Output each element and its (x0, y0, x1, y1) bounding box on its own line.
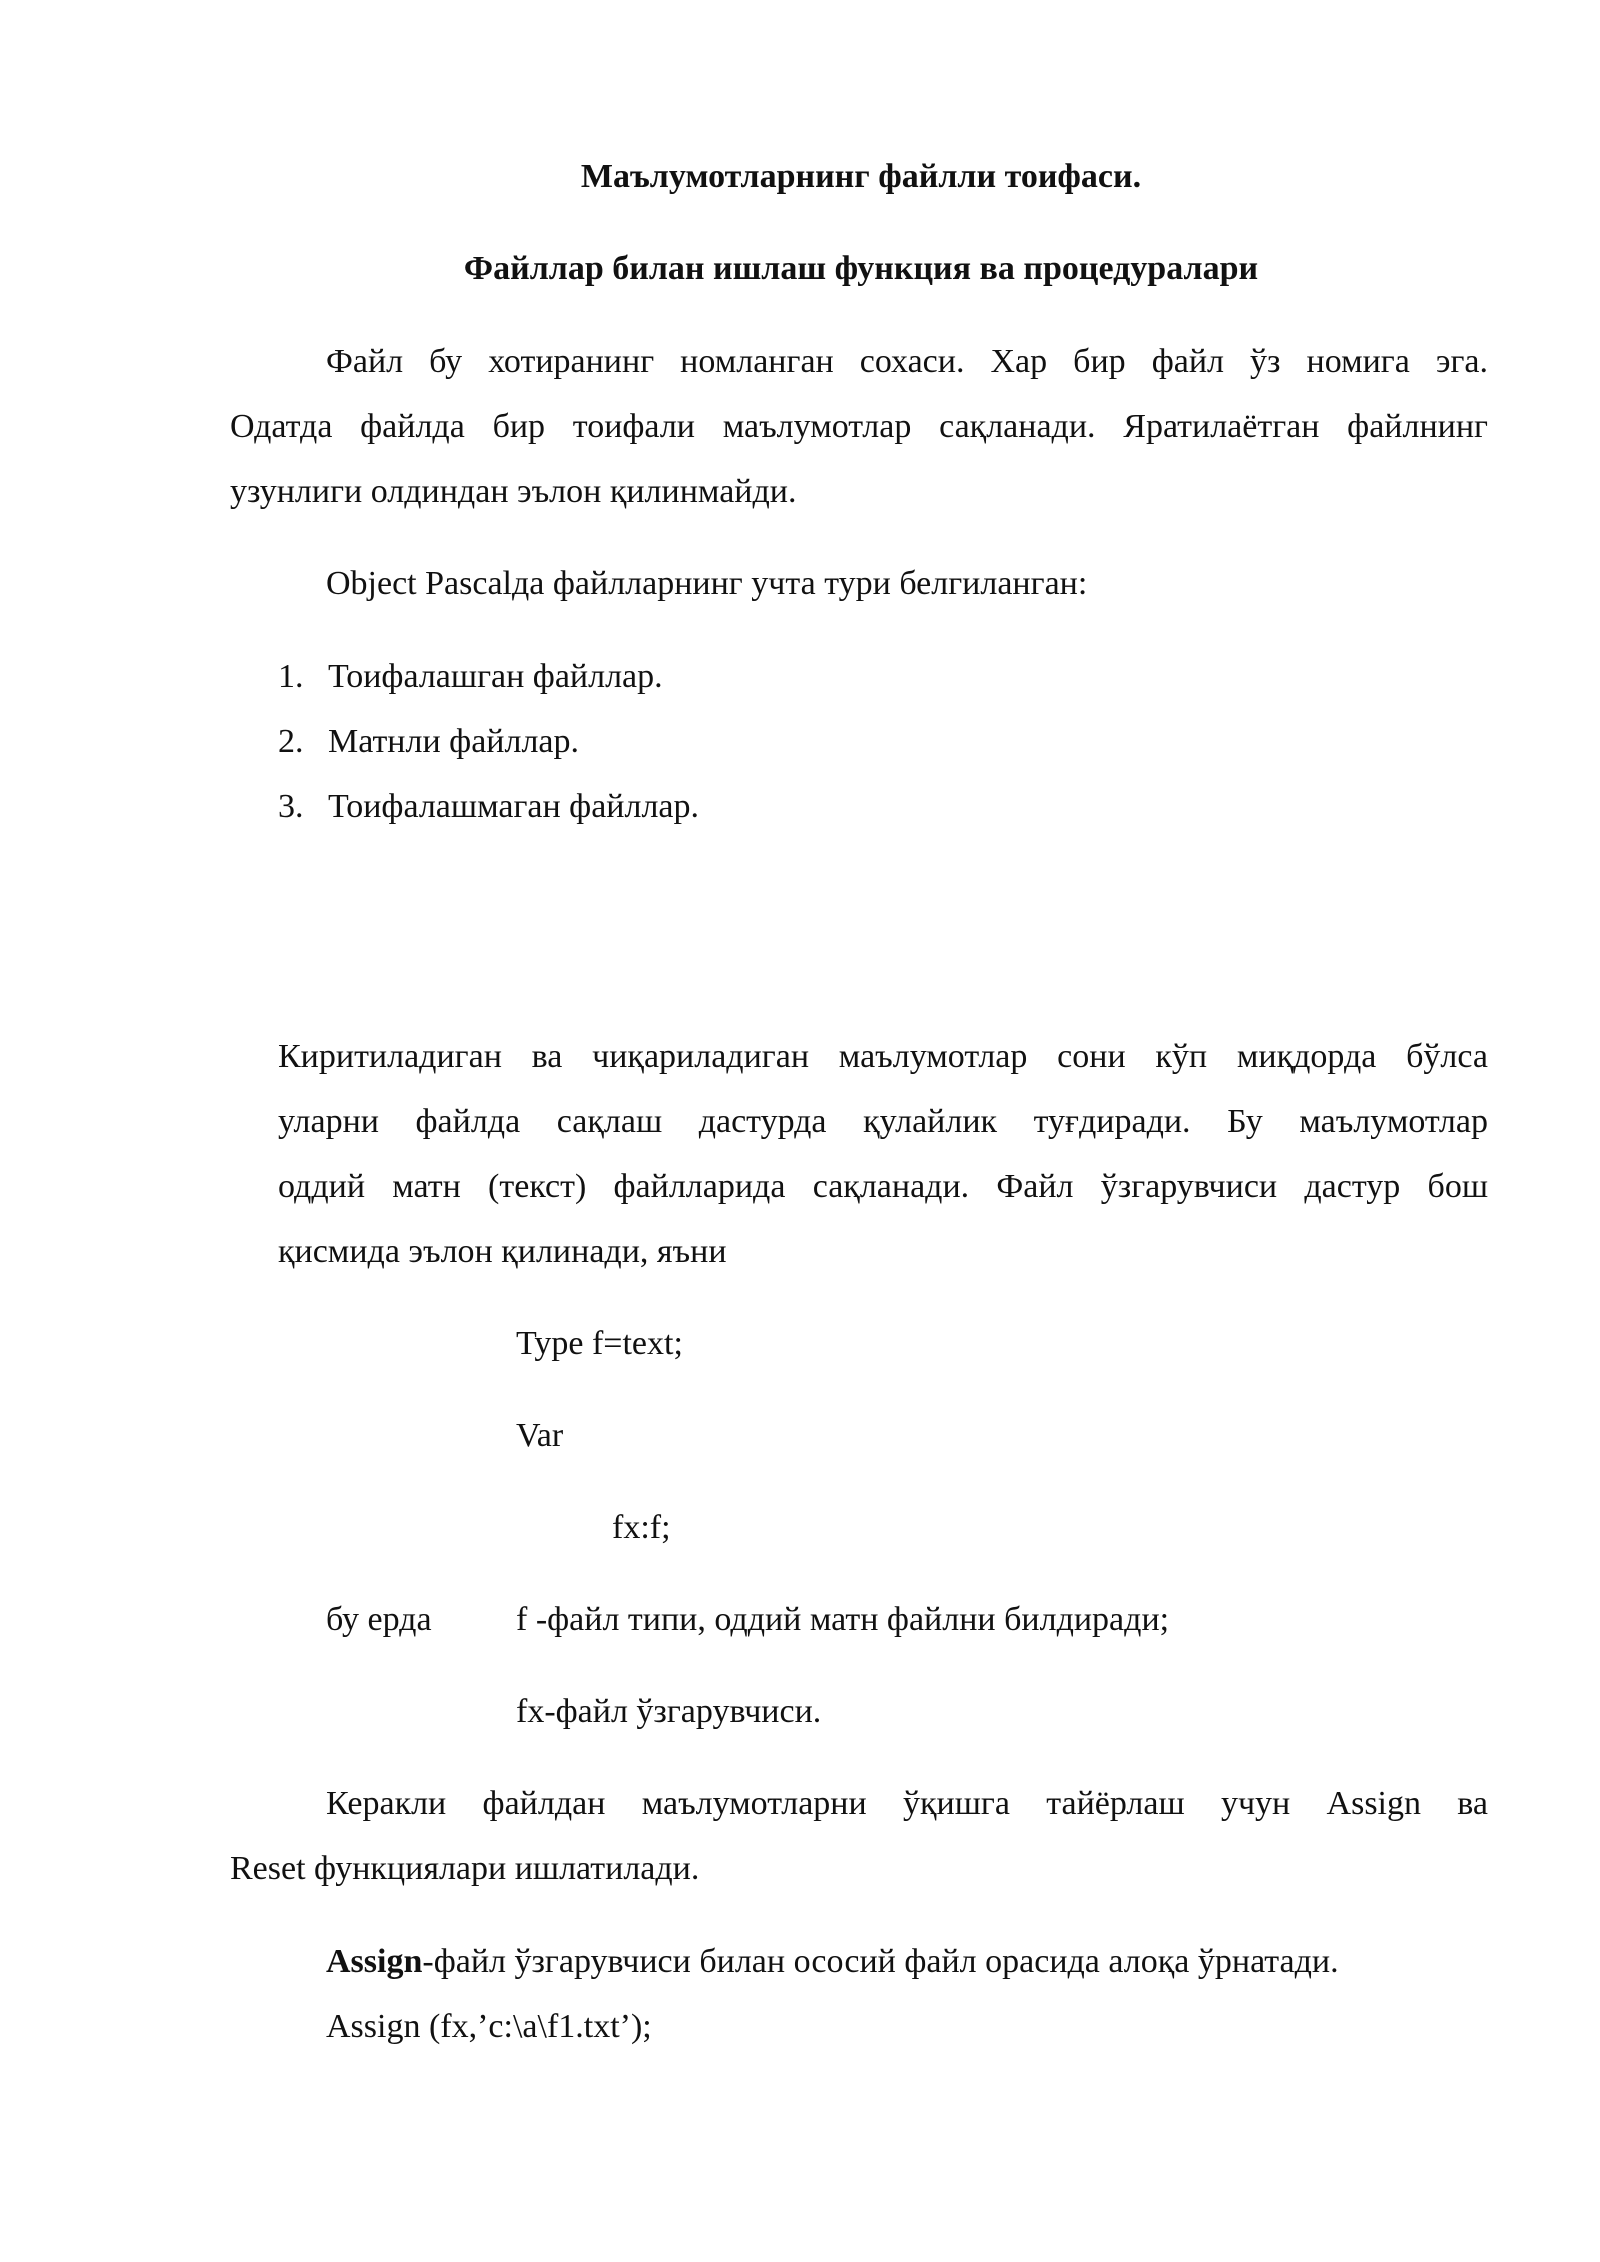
assign-description (326, 1940, 1339, 1984)
para2: Object Pascalда файлларнинг учта тури белгиланган: (326, 565, 1088, 602)
list-item-2: Матнли файллар. (328, 723, 579, 760)
where-line-2: fx-файл ўзгарувчиси. (516, 1693, 822, 1730)
code-line-var: Var (516, 1417, 564, 1454)
para3-line-2: уларни файлда сақлаш дастурда қулайлик туғдиради. Бу маълумотлар (278, 1103, 1488, 1140)
title-line-2: Файллар билан ишлаш функция ва процедуралари (463, 250, 1259, 287)
para1-line-2: Одатда файлда бир тоифали маълумотлар сақланади. Яратилаётган файлнинг (230, 408, 1488, 445)
assign-term: Assign (326, 1943, 423, 1980)
code-line-type: Type f=text; (516, 1325, 683, 1362)
list-item-3: Тоифалашмаган файллар. (328, 788, 700, 825)
list-number-3: 3. (278, 788, 304, 825)
para1-line-1: Файл бу хотиранинг номланган сохаси. Хар бир файл ўз номига эга. (326, 343, 1488, 380)
assign-desc: -файл ўзгарувчиси билан ососий файл орасида алоқа ўрнатади. (422, 1943, 1339, 1980)
where-line-1: f -файл типи, оддий матн файлни билдиради; (516, 1601, 1170, 1638)
list-number-1: 1. (278, 658, 304, 695)
para3-line-4: қисмида эълон қилинади, яъни (278, 1233, 727, 1270)
para1-line-3: узунлиги олдиндан эълон қилинмайди. (230, 473, 797, 510)
para4-line-2: Reset функциялари ишлатилади. (230, 1850, 700, 1887)
title-line-1: Маълумотларнинг файлли тоифаси. (580, 158, 1142, 195)
para3-line-3: оддий матн (текст) файлларида сақланади. Файл ўзгарувчиси дастур бош (278, 1168, 1488, 1205)
para3-line-1: Киритиладиган ва чиқариладиган маълумотлар сони кўп миқдорда бўлса (278, 1038, 1488, 1075)
assign-example: Assign (fx,’c:\a\f1.txt’); (326, 2008, 652, 2045)
where-label: бу ерда (326, 1601, 432, 1638)
code-line-fx: fx:f; (612, 1509, 671, 1546)
list-number-2: 2. (278, 723, 304, 760)
para4-line-1: Керакли файлдан маълумотларни ўқишга тайёрлаш учун Assign ва (326, 1785, 1488, 1822)
list-item-1: Тоифалашган файллар. (328, 658, 663, 695)
